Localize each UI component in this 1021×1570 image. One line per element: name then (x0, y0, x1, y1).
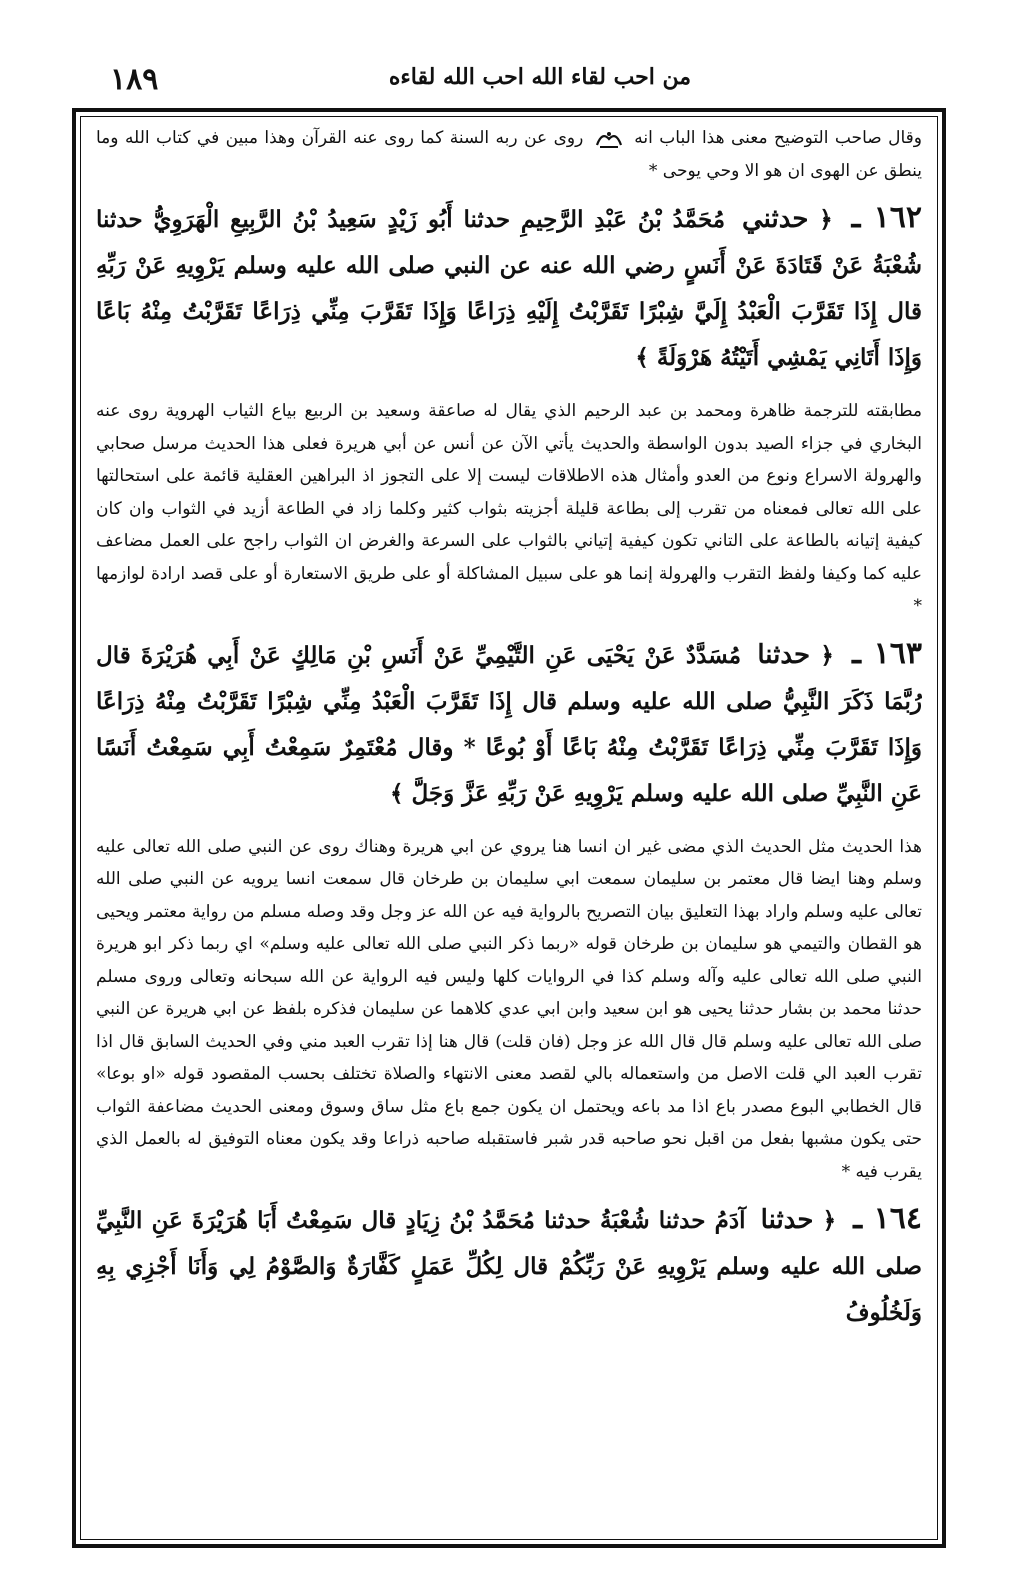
open-bracket: ﴿ (820, 641, 834, 669)
open-bracket: ﴿ (819, 206, 833, 233)
hadith-lead-word: حدثني (741, 204, 809, 234)
commentary-text: روى عن ربه السنة كما روى عنه القرآن وهذا مبين في كتاب الله وما ينطق عن الهوى ان هو الا وحي يوحى * (96, 128, 922, 181)
page-body (96, 122, 922, 1532)
hadith-number: ١٦٢ ـ (851, 200, 922, 235)
close-bracket: ﴾ (390, 779, 404, 807)
hadith-text: مُسَدَّدٌ عَنْ يَحْيَى عَنِ التَّيْمِيِّ عَنْ أَنَسِ بْنِ مَالِكٍ عَنْ أَبِي هُرَيْرَةَ قال رُبَّمَا ذَكَرَ النَّبِيُّ صلى الله عليه وسلم قال إِذَا تَقَرَّبَ الْعَبْدُ مِنِّي شِبْرًا تَقَرَّبْتُ مِنْهُ ذِرَاعًا وَإِذَا تَقَرَّبَ مِنِّي ذِرَاعًا تَقَرَّبْتُ مِنْهُ بَاعًا أَوْ بُوعًا * وقال مُعْتَمِرٌ سَمِعْتُ أَبِي سَمِعْتُ أَنَسًا عَنِ النَّبِيِّ صلى الله عليه وسلم يَرْوِيهِ عَنْ رَبِّهِ عَزَّ وَجَلَّ (96, 641, 922, 807)
commentary-paragraph (96, 395, 922, 623)
hadith-number: ١٦٣ ـ (852, 635, 922, 671)
hadith-paragraph (96, 195, 922, 381)
open-bracket: ﴿ (822, 1207, 837, 1234)
hadith-paragraph (96, 1196, 922, 1336)
hadith-lead-word: حدثنا (757, 639, 811, 670)
salawat-seal-icon (594, 127, 624, 151)
commentary-text: وقال صاحب التوضيح معنى هذا الباب انه (634, 128, 922, 148)
running-title: من احب لقاء الله احب الله لقاءه (388, 64, 692, 90)
hadith-text: مُحَمَّدُ بْنُ عَبْدِ الرَّحِيمِ حدثنا أَبُو زَيْدٍ سَعِيدُ بْنُ الرَّبِيعِ الْهَرَوِيُّ حدثنا شُعْبَةُ عَنْ قَتَادَةَ عَنْ أَنَسٍ رضي الله عنه عن النبي صلى الله عليه وسلم يَرْوِيهِ عَنْ رَبِّهِ قال إِذَا تَقَرَّبَ الْعَبْدُ إِلَيَّ شِبْرًا تَقَرَّبْتُ إِلَيْهِ ذِرَاعًا وَإِذَا تَقَرَّبَ مِنِّي ذِرَاعًا تَقَرَّبْتُ مِنْهُ بَاعًا وَإِذَا أَتَانِي يَمْشِي أَتَيْتُهُ هَرْوَلَةً (96, 206, 922, 371)
close-bracket: ﴾ (635, 344, 649, 371)
page-number: ١٨٩ (110, 62, 159, 97)
commentary-text: هذا الحديث مثل الحديث الذي مضى غير ان انسا هنا يروي عن ابي هريرة وهناك روى عن النبي صلى الله تعالى عليه وسلم وهنا ايضا قال معتمر بن سليمان سمعت ابي سليمان بن طرخان قال سمعت انسا يرويه عن النبي صلى الله تعالى عليه وسلم واراد بهذا التعليق بيان التصريح بالرواية فيه عن الله عز وجل وقد وصله مسلم من رواية معتمر ويحيى هو القطان والتيمي هو سليمان بن طرخان قوله «ربما ذكر النبي صلى الله تعالى عليه وسلم» اي ربما ذكر ابو هريرة النبي صلى الله تعالى عليه وآله وسلم كذا في الروايات كلها وليس فيه الرواية عن الله سبحانه وتعالى وروى مسلم حدثنا محمد بن بشار حدثنا يحيى هو ابن سعيد وابن ابي عدي كلاهما عن سليمان فذكره بلفظ عن ابي هريرة عن النبي صلى الله تعالى عليه وسلم قال قال الله عز وجل (فان قلت) قال هنا إذا تقرب العبد مني وفي الحديث السابق قال اذا تقرب العبد الي قلت الاصل من واستعماله بالي لقصد معنى الانتهاء والصلاة تختلف بحسب المقصود قوله «او بوعا» قال الخطابي البوع مصدر باع اذا مد باعه ويحتمل ان يكون جمع باع مثل ساق وسوق ومعنى الحديث مضاعفة الثواب حتى يكون مشبها بفعل من اقبل نحو صاحبه قدر شبر فاستقبله صاحبه ذراعا وقد يكون معناه التوفيق له بالعمل الذي يقرب فيه * (96, 836, 922, 1182)
commentary-paragraph (96, 122, 922, 187)
hadith-number: ١٦٤ ـ (853, 1201, 922, 1236)
hadith-text: آدَمُ حدثنا شُعْبَةُ حدثنا مُحَمَّدُ بْنُ زِيَادٍ قال سَمِعْتُ أَبَا هُرَيْرَةَ عَنِ النَّبِيِّ صلى الله عليه وسلم يَرْوِيهِ عَنْ رَبِّكُمْ قال لِكُلِّ عَمَلٍ كَفَّارَةٌ وَالصَّوْمُ لِي وَأَنَا أَجْزِي بِهِ وَلَخُلُوفُ (96, 1207, 922, 1326)
page-header (60, 60, 960, 100)
hadith-paragraph (96, 631, 922, 817)
commentary-text: مطابقته للترجمة ظاهرة ومحمد بن عبد الرحيم الذي يقال له صاعقة وسعيد بن الربيع بياع الثياب الهروية روى عنه البخاري في جزاء الصيد بدون الواسطة والحديث يأتي الآن عن أنس عن أبي هريرة فعلى هذا الحديث مرسل صحابي والهرولة الاسراع ونوع من العدو وأمثال هذه الاطلاقات ليست إلا على التجوز اذ البراهين العقلية قائمة على استحالتها على الله تعالى فمعناه من تقرب إلى بطاعة قليلة أجزيته بثواب كثير وكلما زاد في الطاعة أزيد في الثواب وان كان كيفية إتيانه بالطاعة على التاني تكون كيفية إتياني بالثواب على السرعة والغرض ان الثواب راجح على العمل مضاعف عليه كما وكيفا ولفظ التقرب والهرولة إنما هو على سبيل المشاكلة أو على طريق الاستعارة أو على قصد ارادة لوازمها * (96, 401, 922, 616)
hadith-lead-word: حدثنا (760, 1205, 814, 1235)
commentary-paragraph (96, 831, 922, 1189)
